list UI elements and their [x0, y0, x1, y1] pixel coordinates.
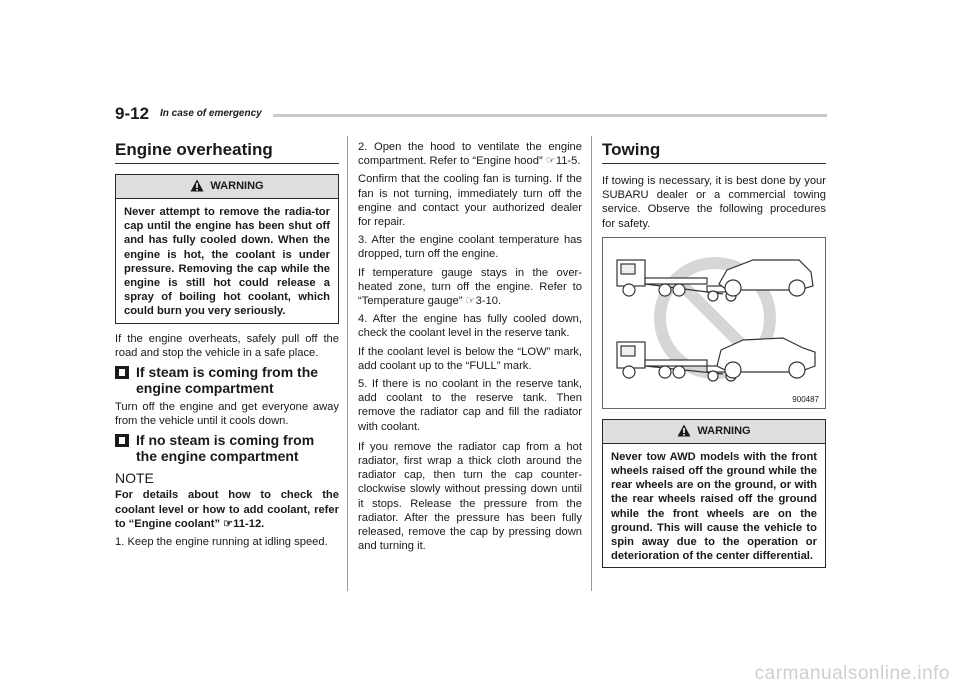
figure-code: 900487 [792, 394, 819, 404]
step-1: 1. Keep the engine running at idling speed. [115, 536, 328, 549]
warning-header [603, 420, 825, 444]
column-procedure [358, 140, 582, 557]
note-text: For details about how to check the coolant level or how to add coolant, refer to “Engine coolant” ☞11-12. [115, 489, 339, 530]
column-divider [347, 136, 348, 591]
warning-triangle-icon [677, 424, 691, 437]
paragraph: If you remove the radiator cap from a hot radiator, first wrap a thick cloth around the radiator cap, then turn the cap counter-clockwise slowly without pressing down until it stops. Release the pressure from the radiator. After the pressure has been fully released, remove the cap by pressing down and turning it. [358, 440, 582, 553]
heading-towing: Towing [602, 140, 826, 164]
note-label: NOTE [115, 470, 154, 487]
column-divider [591, 136, 592, 591]
intro-text: If the engine overheats, safely pull off the road and stop the vehicle in a safe place. [115, 332, 339, 359]
paragraph: 2. Open the hood to ventilate the engine compartment. Refer to “Engine hood” ☞11-5. [358, 141, 582, 168]
prohibited-towing-image [603, 238, 825, 408]
header-rule [273, 114, 827, 117]
warning-box-towing [602, 419, 826, 569]
column-towing [602, 140, 826, 576]
paragraph: 5. If there is no coolant in the reserve tank, add coolant to the reserve tank. Then remove the radiator cap and fill the radiator with coolant. [358, 378, 582, 433]
warning-label: WARNING [697, 424, 751, 437]
warning-label: WARNING [210, 180, 264, 192]
steam-text: Turn off the engine and get everyone away from the vehicle until it cools down. [115, 401, 339, 428]
heading-engine-overheating: Engine overheating [115, 140, 339, 164]
column-engine-overheating [115, 140, 339, 553]
subheading-no-steam: If no steam is coming from the engine compartment [115, 432, 339, 464]
watermark: carmanualsonline.info [754, 663, 950, 684]
square-bullet-icon [115, 366, 129, 379]
warning-box-radiator [115, 174, 339, 324]
square-bullet-icon [115, 434, 129, 447]
warning-text: Never tow AWD models with the front wheels raised off the ground while the rear wheels are on the ground, or with the rear wheels raised off the ground while the front wheels are on the ground. This will cause the vehicle to spin away due to the operation or deterioration of the center differential. [611, 450, 817, 563]
warning-text: Never attempt to remove the radia-tor cap until the engine has been shut off and has fully cooled down. When the engine is hot, the coolant is under pressure. Removing the cap while the engine is still hot could release a spray of boiling hot coolant, which could burn you very seriously. [124, 206, 330, 318]
paragraph: Confirm that the cooling fan is turning. If the fan is not turning, immediately turn off the engine and contact your authorized dealer for repair. [358, 173, 582, 229]
warning-triangle-icon [190, 179, 204, 192]
page-header [115, 104, 827, 124]
page-number: 9-12 [115, 104, 150, 123]
towing-illustration [602, 237, 826, 409]
towing-intro: If towing is necessary, it is best done by your SUBARU dealer or a commercial towing service. Observe the following procedures for safety. [602, 175, 826, 230]
warning-header [116, 175, 338, 199]
section-title: In case of emergency [160, 108, 262, 119]
paragraph: If the coolant level is below the “LOW” mark, add coolant up to the “FULL” mark. [358, 345, 582, 372]
paragraph: 4. After the engine has fully cooled down, check the coolant level in the reserve tank. [358, 313, 582, 340]
paragraph: 3. After the engine coolant temperature has dropped, turn off the engine. [358, 234, 582, 261]
subheading-steam: If steam is coming from the engine compartment [115, 364, 339, 396]
paragraph: If temperature gauge stays in the over-heated zone, turn off the engine. Refer to “Temperature gauge” ☞3-10. [358, 266, 582, 308]
